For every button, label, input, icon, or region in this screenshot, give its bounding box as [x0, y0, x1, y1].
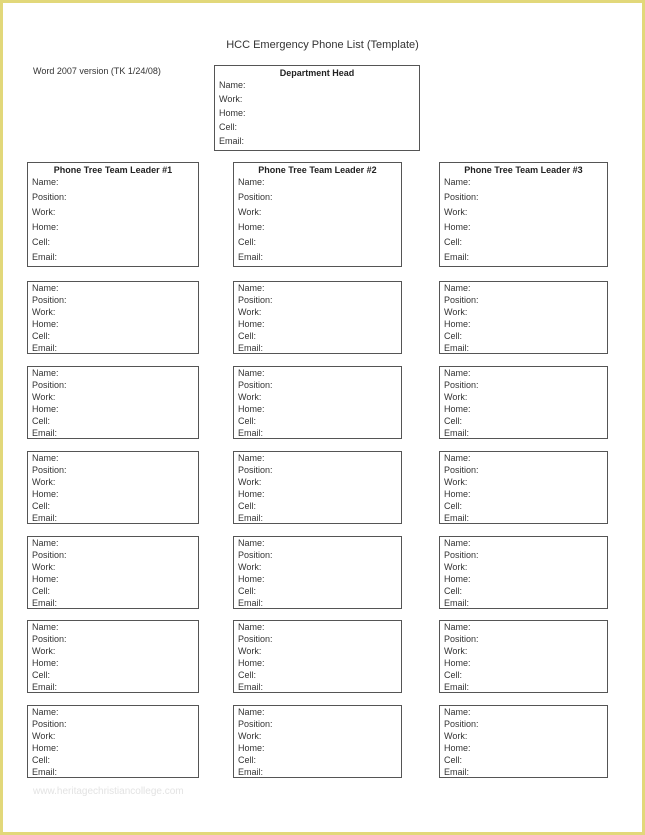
- member-field: Position:: [32, 295, 67, 305]
- member-box: [439, 451, 608, 524]
- member-field: Home:: [238, 319, 265, 329]
- member-field: Work:: [32, 646, 56, 656]
- member-field: Work:: [32, 477, 56, 487]
- leader-field: Name:: [444, 177, 471, 187]
- member-field: Email:: [444, 682, 470, 692]
- phone-tree-leader-heading: Phone Tree Team Leader #2: [258, 165, 377, 175]
- member-box: [439, 281, 608, 354]
- member-field: Position:: [238, 719, 273, 729]
- department-head-field: Name:: [219, 80, 246, 90]
- member-field: Work:: [444, 392, 468, 402]
- member-field: Cell:: [238, 670, 257, 680]
- member-field: Name:: [444, 453, 471, 463]
- member-box: [439, 620, 608, 693]
- member-field: Cell:: [444, 331, 463, 341]
- member-field: Position:: [444, 550, 479, 560]
- member-field: Cell:: [238, 501, 257, 511]
- phone-tree-leader-heading: Phone Tree Team Leader #1: [53, 165, 173, 175]
- member-field: Email:: [444, 767, 470, 777]
- leader-field: Home:: [238, 222, 265, 232]
- member-field: Position:: [238, 634, 273, 644]
- phone-tree-leader-box-2: [233, 162, 402, 267]
- member-field: Cell:: [238, 755, 257, 765]
- member-field: Email:: [238, 513, 264, 523]
- member-field: Email:: [32, 767, 58, 777]
- leader-field: Home:: [32, 222, 59, 232]
- member-field: Position:: [238, 550, 273, 560]
- member-field: Work:: [32, 731, 56, 741]
- member-field: Email:: [444, 343, 470, 353]
- member-field: Email:: [32, 428, 58, 438]
- member-box: [27, 705, 199, 778]
- member-field: Name:: [32, 453, 59, 463]
- leader-field: Cell:: [32, 237, 51, 247]
- member-field: Home:: [32, 489, 59, 499]
- member-field: Cell:: [32, 416, 51, 426]
- member-field: Position:: [32, 634, 67, 644]
- member-field: Name:: [238, 538, 265, 548]
- department-head-field: Email:: [219, 136, 245, 146]
- member-field: Work:: [32, 307, 56, 317]
- member-field: Email:: [32, 598, 58, 608]
- member-field: Home:: [238, 743, 265, 753]
- page-title: HCC Emergency Phone List (Template): [226, 39, 419, 51]
- member-field: Work:: [32, 392, 56, 402]
- leader-field: Work:: [32, 207, 56, 217]
- member-field: Email:: [32, 513, 58, 523]
- member-field: Home:: [444, 319, 471, 329]
- member-field: Email:: [444, 513, 470, 523]
- member-field: Email:: [32, 343, 58, 353]
- member-box: [233, 451, 402, 524]
- member-field: Home:: [444, 743, 471, 753]
- member-field: Cell:: [444, 501, 463, 511]
- member-field: Work:: [444, 562, 468, 572]
- member-box: [233, 281, 402, 354]
- member-field: Name:: [32, 538, 59, 548]
- member-field: Work:: [238, 477, 262, 487]
- leader-field: Position:: [32, 192, 67, 202]
- member-field: Work:: [444, 307, 468, 317]
- member-field: Home:: [32, 574, 59, 584]
- member-field: Cell:: [444, 416, 463, 426]
- member-field: Home:: [238, 658, 265, 668]
- member-field: Home:: [444, 489, 471, 499]
- version-note: Word 2007 version (TK 1/24/08): [33, 66, 161, 76]
- department-head-heading: Department Head: [279, 68, 355, 78]
- member-field: Email:: [238, 598, 264, 608]
- member-field: Position:: [32, 550, 67, 560]
- member-field: Cell:: [32, 331, 51, 341]
- member-field: Home:: [238, 489, 265, 499]
- member-field: Cell:: [32, 670, 51, 680]
- member-box: [233, 620, 402, 693]
- member-field: Email:: [238, 343, 264, 353]
- member-field: Email:: [32, 682, 58, 692]
- member-field: Name:: [32, 283, 59, 293]
- member-field: Name:: [444, 283, 471, 293]
- member-field: Position:: [32, 465, 67, 475]
- leader-field: Home:: [444, 222, 471, 232]
- member-box: [439, 536, 608, 609]
- leader-field: Name:: [238, 177, 265, 187]
- member-field: Name:: [444, 622, 471, 632]
- member-field: Home:: [238, 574, 265, 584]
- leader-field: Cell:: [444, 237, 463, 247]
- member-field: Home:: [32, 743, 59, 753]
- member-field: Position:: [444, 465, 479, 475]
- member-field: Position:: [238, 380, 273, 390]
- member-field: Work:: [444, 731, 468, 741]
- member-field: Home:: [444, 574, 471, 584]
- member-field: Name:: [444, 538, 471, 548]
- member-field: Position:: [444, 380, 479, 390]
- member-box: [27, 281, 199, 354]
- member-box: [233, 366, 402, 439]
- member-field: Work:: [238, 646, 262, 656]
- member-field: Name:: [32, 368, 59, 378]
- member-field: Cell:: [238, 416, 257, 426]
- member-field: Email:: [238, 428, 264, 438]
- phone-tree-leader-box-3: [439, 162, 608, 267]
- member-field: Name:: [444, 368, 471, 378]
- member-field: Name:: [238, 283, 265, 293]
- member-box: [233, 536, 402, 609]
- leader-field: Position:: [238, 192, 273, 202]
- member-box: [439, 366, 608, 439]
- member-field: Work:: [238, 392, 262, 402]
- member-field: Home:: [238, 404, 265, 414]
- leader-field: Work:: [444, 207, 468, 217]
- member-field: Name:: [238, 622, 265, 632]
- member-box: [27, 451, 199, 524]
- department-head-field: Work:: [219, 94, 243, 104]
- member-field: Work:: [444, 646, 468, 656]
- member-field: Name:: [238, 368, 265, 378]
- leader-field: Cell:: [238, 237, 257, 247]
- member-box: [27, 536, 199, 609]
- phone-tree-leader-heading: Phone Tree Team Leader #3: [464, 165, 583, 175]
- phone-tree-leader-box-1: [27, 162, 199, 267]
- department-head-field: Cell:: [219, 122, 238, 132]
- member-field: Position:: [32, 380, 67, 390]
- member-field: Work:: [238, 562, 262, 572]
- member-field: Name:: [238, 707, 265, 717]
- member-field: Cell:: [32, 501, 51, 511]
- member-field: Position:: [32, 719, 67, 729]
- member-field: Position:: [238, 295, 273, 305]
- member-field: Cell:: [444, 670, 463, 680]
- member-box: [27, 620, 199, 693]
- member-field: Work:: [32, 562, 56, 572]
- department-head-box: [214, 65, 420, 151]
- member-field: Email:: [238, 767, 264, 777]
- leader-field: Email:: [238, 252, 264, 262]
- leader-field: Email:: [32, 252, 58, 262]
- member-box: [233, 705, 402, 778]
- member-field: Position:: [444, 634, 479, 644]
- member-field: Home:: [32, 319, 59, 329]
- member-field: Name:: [238, 453, 265, 463]
- member-field: Home:: [444, 404, 471, 414]
- member-field: Home:: [32, 404, 59, 414]
- member-field: Name:: [32, 622, 59, 632]
- member-field: Cell:: [444, 755, 463, 765]
- leader-field: Position:: [444, 192, 479, 202]
- member-field: Home:: [444, 658, 471, 668]
- member-field: Email:: [238, 682, 264, 692]
- member-field: Cell:: [444, 586, 463, 596]
- member-field: Cell:: [32, 586, 51, 596]
- member-box: [439, 705, 608, 778]
- member-field: Position:: [444, 295, 479, 305]
- member-field: Cell:: [238, 586, 257, 596]
- member-field: Email:: [444, 428, 470, 438]
- member-field: Work:: [238, 731, 262, 741]
- member-field: Name:: [444, 707, 471, 717]
- leader-field: Work:: [238, 207, 262, 217]
- member-field: Name:: [32, 707, 59, 717]
- member-field: Email:: [444, 598, 470, 608]
- member-field: Work:: [444, 477, 468, 487]
- member-field: Work:: [238, 307, 262, 317]
- member-field: Cell:: [238, 331, 257, 341]
- watermark: www.heritagechristiancollege.com: [33, 786, 184, 797]
- department-head-field: Home:: [219, 108, 246, 118]
- member-field: Home:: [32, 658, 59, 668]
- member-field: Position:: [444, 719, 479, 729]
- member-field: Position:: [238, 465, 273, 475]
- leader-field: Email:: [444, 252, 470, 262]
- member-box: [27, 366, 199, 439]
- member-field: Cell:: [32, 755, 51, 765]
- leader-field: Name:: [32, 177, 59, 187]
